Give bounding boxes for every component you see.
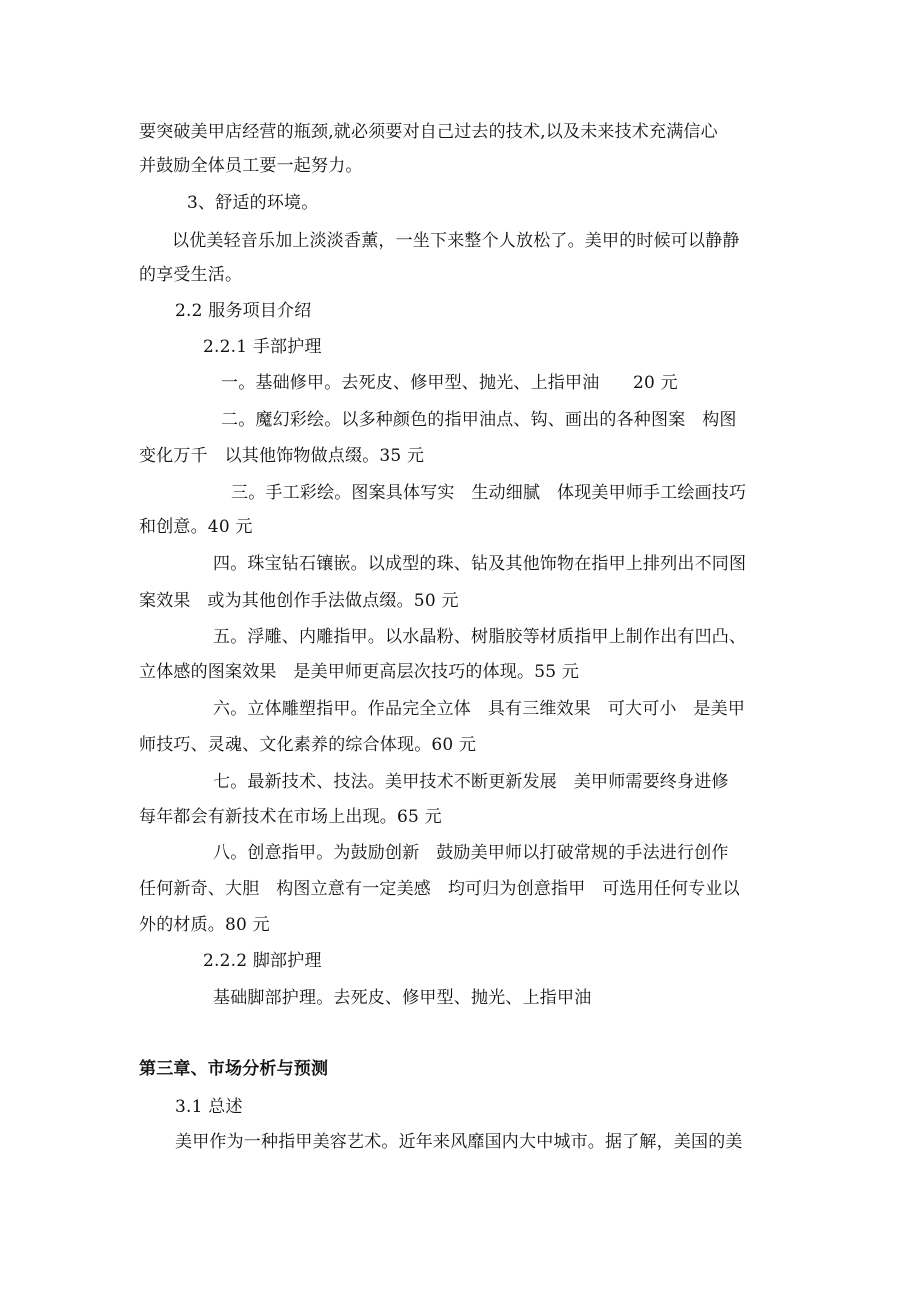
body-text-line: 的享受生活。 xyxy=(139,265,243,285)
service-item: 七。最新技术、技法。美甲技术不断更新发展 美甲师需要终身进修 xyxy=(213,772,729,792)
body-text-line: 要突破美甲店经营的瓶颈,就必须要对自己过去的技术,以及未来技术充满信心 xyxy=(139,122,718,142)
service-item: 四。珠宝钻石镶嵌。以成型的珠、钻及其他饰物在指甲上排列出不同图 xyxy=(213,554,747,574)
list-heading: 3、舒适的环境。 xyxy=(187,193,319,213)
subsection-heading: 2.2.1 手部护理 xyxy=(203,337,322,357)
service-item-cont: 立体感的图案效果 是美甲师更高层次技巧的体现。55 元 xyxy=(139,662,580,682)
service-item: 三。手工彩绘。图案具体写实 生动细腻 体现美甲师手工绘画技巧 xyxy=(231,483,747,503)
service-item: 八。创意指甲。为鼓励创新 鼓励美甲师以打破常规的手法进行创作 xyxy=(213,843,729,863)
service-item: 二。魔幻彩绘。以多种颜色的指甲油点、钩、画出的各种图案 构图 xyxy=(221,410,737,430)
service-item-cont: 任何新奇、大胆 构图立意有一定美感 均可归为创意指甲 可选用任何专业以 xyxy=(139,879,740,899)
body-text-line: 美甲作为一种指甲美容艺术。近年来风靡国内大中城市。据了解，美国的美 xyxy=(175,1132,743,1152)
service-item: 基础脚部护理。去死皮、修甲型、抛光、上指甲油 xyxy=(213,988,592,1008)
service-item-cont: 和创意。40 元 xyxy=(139,517,253,537)
section-heading: 2.2 服务项目介绍 xyxy=(175,301,312,321)
subsection-heading: 2.2.2 脚部护理 xyxy=(203,951,322,971)
service-item-cont: 师技巧、灵魂、文化素养的综合体现。60 元 xyxy=(139,735,477,755)
section-heading: 3.1 总述 xyxy=(175,1097,243,1117)
body-text-line: 以优美轻音乐加上淡淡香薰，一坐下来整个人放松了。美甲的时候可以静静 xyxy=(172,231,740,251)
chapter-heading: 第三章、市场分析与预测 xyxy=(139,1059,329,1079)
service-item: 六。立体雕塑指甲。作品完全立体 具有三维效果 可大可小 是美甲 xyxy=(213,699,746,719)
service-item-cont: 案效果 或为其他创作手法做点缀。50 元 xyxy=(139,591,459,611)
body-text-line: 并鼓励全体员工要一起努力。 xyxy=(139,156,363,176)
service-item-cont: 外的材质。80 元 xyxy=(139,915,270,935)
service-item: 五。浮雕、内雕指甲。以水晶粉、树脂胶等材质指甲上制作出有凹凸、 xyxy=(213,627,747,647)
service-item-cont: 每年都会有新技术在市场上出现。65 元 xyxy=(139,807,442,827)
service-item: 一。基础修甲。去死皮、修甲型、抛光、上指甲油 20 元 xyxy=(221,373,678,393)
service-item-cont: 变化万千 以其他饰物做点缀。35 元 xyxy=(139,446,425,466)
